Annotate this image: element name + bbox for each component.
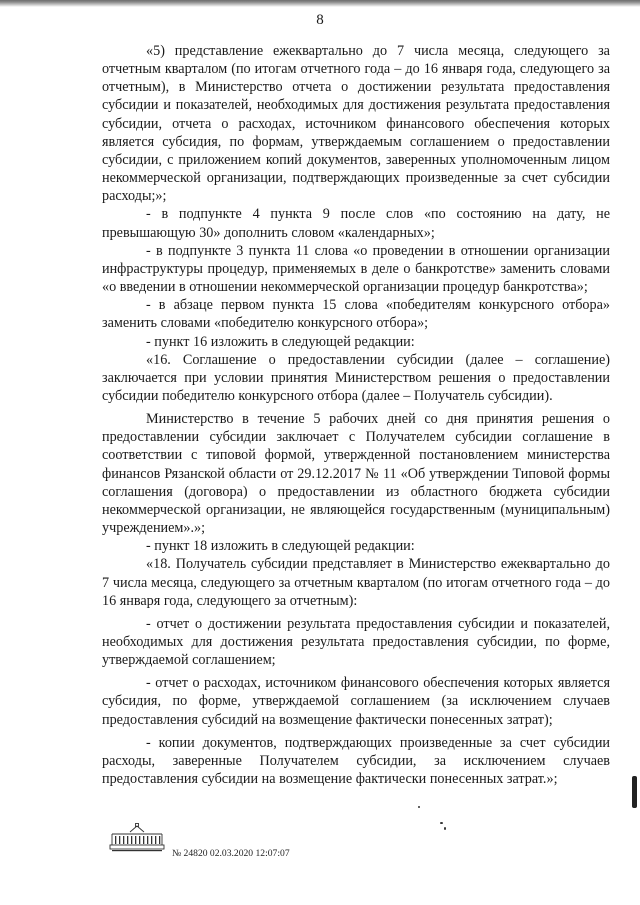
scan-speck [444, 827, 446, 830]
scan-speck [418, 806, 420, 808]
scan-speck [440, 822, 443, 824]
paragraph: - в подпункте 3 пункта 11 слова «о проведении в отношении организации инфраструктуры процедур, применяемых в деле о банкротстве» заменить словами «о введении в отношении некоммерческой организации процедур банкротства»; [102, 242, 610, 296]
paragraph: «18. Получатель субсидии представляет в Министерство ежеквартально до 7 числа месяца, следующего за отчетным кварталом (по итогам отчетного года – до 16 января года, следующего за отчетным): [102, 556, 610, 609]
paragraph: - в абзаце первом пункта 15 слова «победителям конкурсного отбора» заменить словами «победителю конкурсного отбора»; [102, 297, 610, 332]
paragraph: - отчет о достижении результата предоставления субсидии и показателей, необходимых для достижения результата предоставления субсидии, по форме, утверждаемой соглашением; [102, 615, 610, 669]
paragraph: «16. Соглашение о предоставлении субсидии (далее – соглашение) заключается при условии принятия Министерством решения о предоставлении субсидии победителю конкурсного отбора (далее – Получатель субсидии). [102, 351, 610, 404]
paragraph: - отчет о расходах, источником финансового обеспечения которых является субсидия, по форме, утверждаемой соглашением (за исключением случаев предоставления субсидий на возмещение фактически понесенных затрат); [102, 675, 610, 728]
paragraph: - в подпункте 4 пункта 9 после слов «по состоянию на дату, не превышающую 30» дополнить словом «календарных»; [102, 206, 610, 241]
paragraph: - копии документов, подтверждающих произведенные за счет субсидии расходы, заверенные Получателем субсидии, за исключением случаев предоставления субсидии на возмещение фактически понесенных затрат.»; [102, 734, 610, 788]
scan-top-edge [0, 0, 640, 7]
government-building-logo-icon [108, 823, 166, 853]
paragraph: «5) представление ежеквартально до 7 числа месяца, следующего за отчетным кварталом (по итогам отчетного года – до 16 января года, следующего за отчетным), в Министерство отчета о достижении результата предоставления субсидии и показателей, необходимых для достижения результата предоставления субсидии, отчета о расходах, источником финансового обеспечения которых является субсидия, по формам, утверждаемым соглашением о предоставлении субсидии, с приложением копий документов, заверенных уполномоченным лицом некоммерческой организации, подтверждающих произведенные за счет субсидии расходы;»; [102, 43, 610, 205]
paragraph: - пункт 18 изложить в следующей редакции: [146, 538, 415, 555]
document-body [102, 42, 610, 788]
page-number: 8 [316, 12, 324, 28]
paragraph: - пункт 16 изложить в следующей редакции: [146, 333, 415, 350]
scan-edge-mark [632, 776, 637, 808]
document-stamp: № 24820 02.03.2020 12:07:07 [172, 848, 290, 859]
paragraph: Министерство в течение 5 рабочих дней со дня принятия решения о предоставлении субсидии заключает с Получателем субсидии соглашение в соответствии с типовой формой, утвержденной постановлением министерства финансов Рязанской области от 29.12.2017 № 11 «Об утверждении Типовой формы соглашения (договора) о предоставлении из областного бюджета субсидии некоммерческой организации, не являющейся государственным (муниципальным) учреждением».»; [102, 411, 610, 537]
